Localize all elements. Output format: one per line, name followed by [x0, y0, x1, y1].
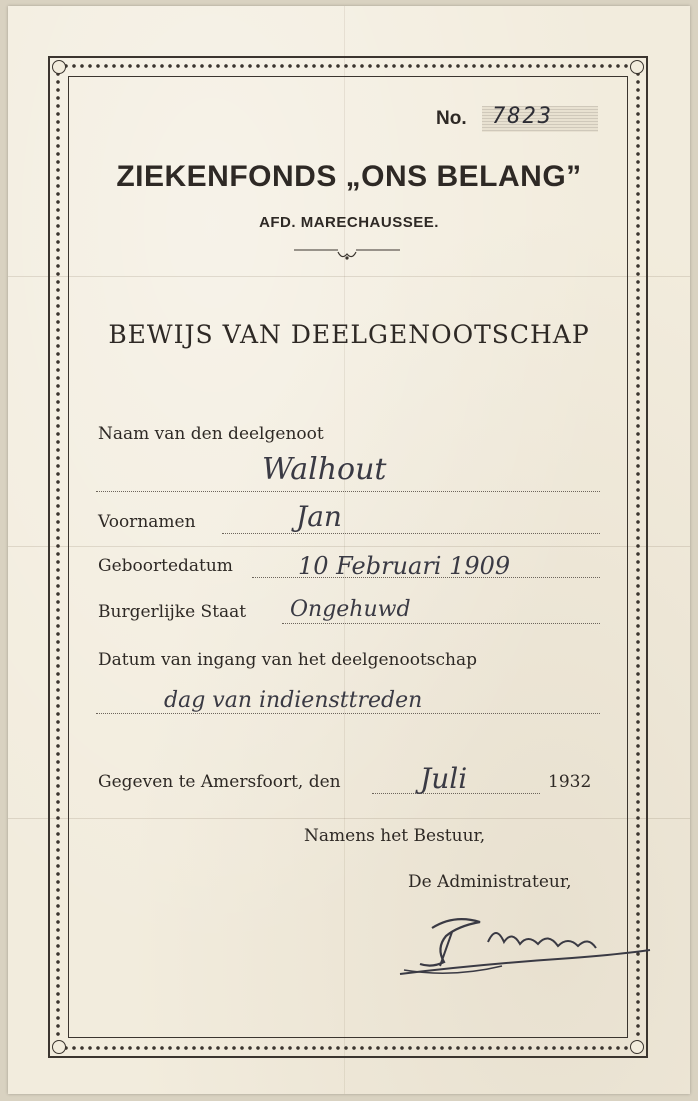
border-chain-bottom — [62, 1044, 634, 1052]
border-chain-top — [62, 62, 634, 70]
surname-handwritten: Walhout — [262, 452, 387, 487]
number-label: No. — [436, 108, 467, 129]
title-ornament-divider — [294, 244, 400, 264]
birthdate-label: Geboortedatum — [98, 556, 233, 576]
firstname-dotted-line — [222, 532, 600, 534]
start-date-label: Datum van ingang van het deelgenootschap — [98, 650, 477, 670]
start-date-handwritten: dag van indiensttreden — [164, 688, 423, 713]
civil-status-dotted-line — [282, 622, 600, 624]
civil-status-label: Burgerlijke Staat — [98, 602, 247, 622]
firstname-label: Voornamen — [98, 512, 196, 532]
corner-ornament — [630, 1040, 644, 1054]
document-title: BEWIJS VAN DEELGENOOTSCHAP — [108, 320, 590, 349]
civil-status-handwritten: Ongehuwd — [290, 597, 411, 622]
corner-ornament — [52, 60, 66, 74]
issued-year: 1932 — [548, 772, 592, 792]
board-signature-line: Namens het Bestuur, — [304, 826, 486, 846]
issued-month-handwritten: Juli — [420, 762, 468, 795]
administrator-line: De Administrateur, — [408, 872, 572, 892]
issued-place-label: Gegeven te Amersfoort, den — [98, 772, 341, 792]
corner-ornament — [52, 1040, 66, 1054]
corner-ornament — [630, 60, 644, 74]
fund-subtitle: AFD. MARECHAUSSEE. — [259, 214, 439, 231]
birthdate-handwritten: 10 Februari 1909 — [298, 552, 511, 580]
fund-title: ZIEKENFONDS „ONS BELANG” — [116, 160, 582, 193]
firstname-handwritten: Jan — [296, 500, 342, 533]
surname-label: Naam van den deelgenoot — [98, 424, 324, 444]
surname-dotted-line — [96, 490, 600, 492]
certificate-number: 7823 — [492, 104, 553, 129]
administrator-signature — [392, 906, 652, 986]
